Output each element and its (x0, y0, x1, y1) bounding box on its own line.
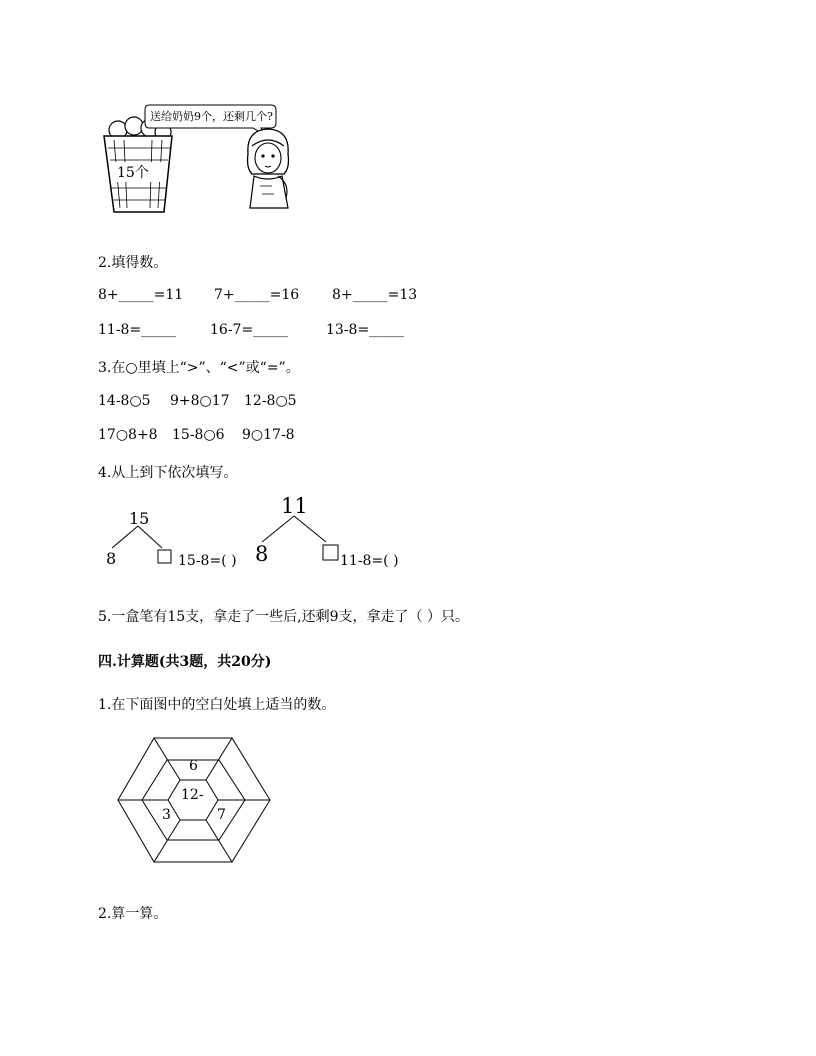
section-heading: 四.计算题(共3题，共20分) (98, 654, 272, 670)
tree2-equation: 11-8=( ) (340, 553, 399, 569)
q2-item: 8+_____=11 (98, 287, 184, 303)
q2-item: 16-7=_____ (210, 322, 289, 338)
q3-item: 17○8+8 (98, 427, 158, 443)
hex-left-value: 3 (162, 807, 171, 823)
q3-title: 3.在○里填上“>”、“<”或“=”。 (98, 360, 300, 376)
q2-item: 8+_____=13 (332, 287, 418, 303)
hex-top-value: 6 (189, 758, 198, 774)
q4-title: 4.从上到下依次填写。 (98, 465, 238, 481)
girl-illustration (238, 124, 298, 212)
q2-item: 7+_____=16 (214, 287, 300, 303)
q5-text: 5.一盒笔有15支，拿走了一些后,还剩9支，拿走了（ ）只。 (98, 609, 469, 625)
tree1-equation: 15-8=( ) (178, 553, 237, 569)
tree2-top: 11 (281, 494, 308, 518)
q3-item: 15-8○6 (172, 427, 225, 443)
hex-right-value: 7 (217, 807, 226, 823)
basket-label: 15个 (117, 165, 149, 181)
tree2-left: 8 (255, 542, 269, 566)
speech-text: 送给奶奶9个，还剩几个? (150, 110, 273, 123)
q3-item: 9+8○17 (170, 393, 230, 409)
tree1-left: 8 (106, 549, 117, 568)
q3-item: 9○17-8 (242, 427, 295, 443)
calc2-title: 2.算一算。 (98, 906, 168, 922)
calc1-title: 1.在下面图中的空白处填上适当的数。 (98, 697, 336, 713)
q2-title: 2.填得数。 (98, 255, 168, 271)
q2-item: 11-8=_____ (98, 322, 177, 338)
hex-center-value: 12- (181, 787, 204, 803)
q3-item: 12-8○5 (244, 393, 297, 409)
q3-item: 14-8○5 (98, 393, 151, 409)
tree1-top: 15 (129, 509, 150, 528)
q2-item: 13-8=_____ (326, 322, 405, 338)
